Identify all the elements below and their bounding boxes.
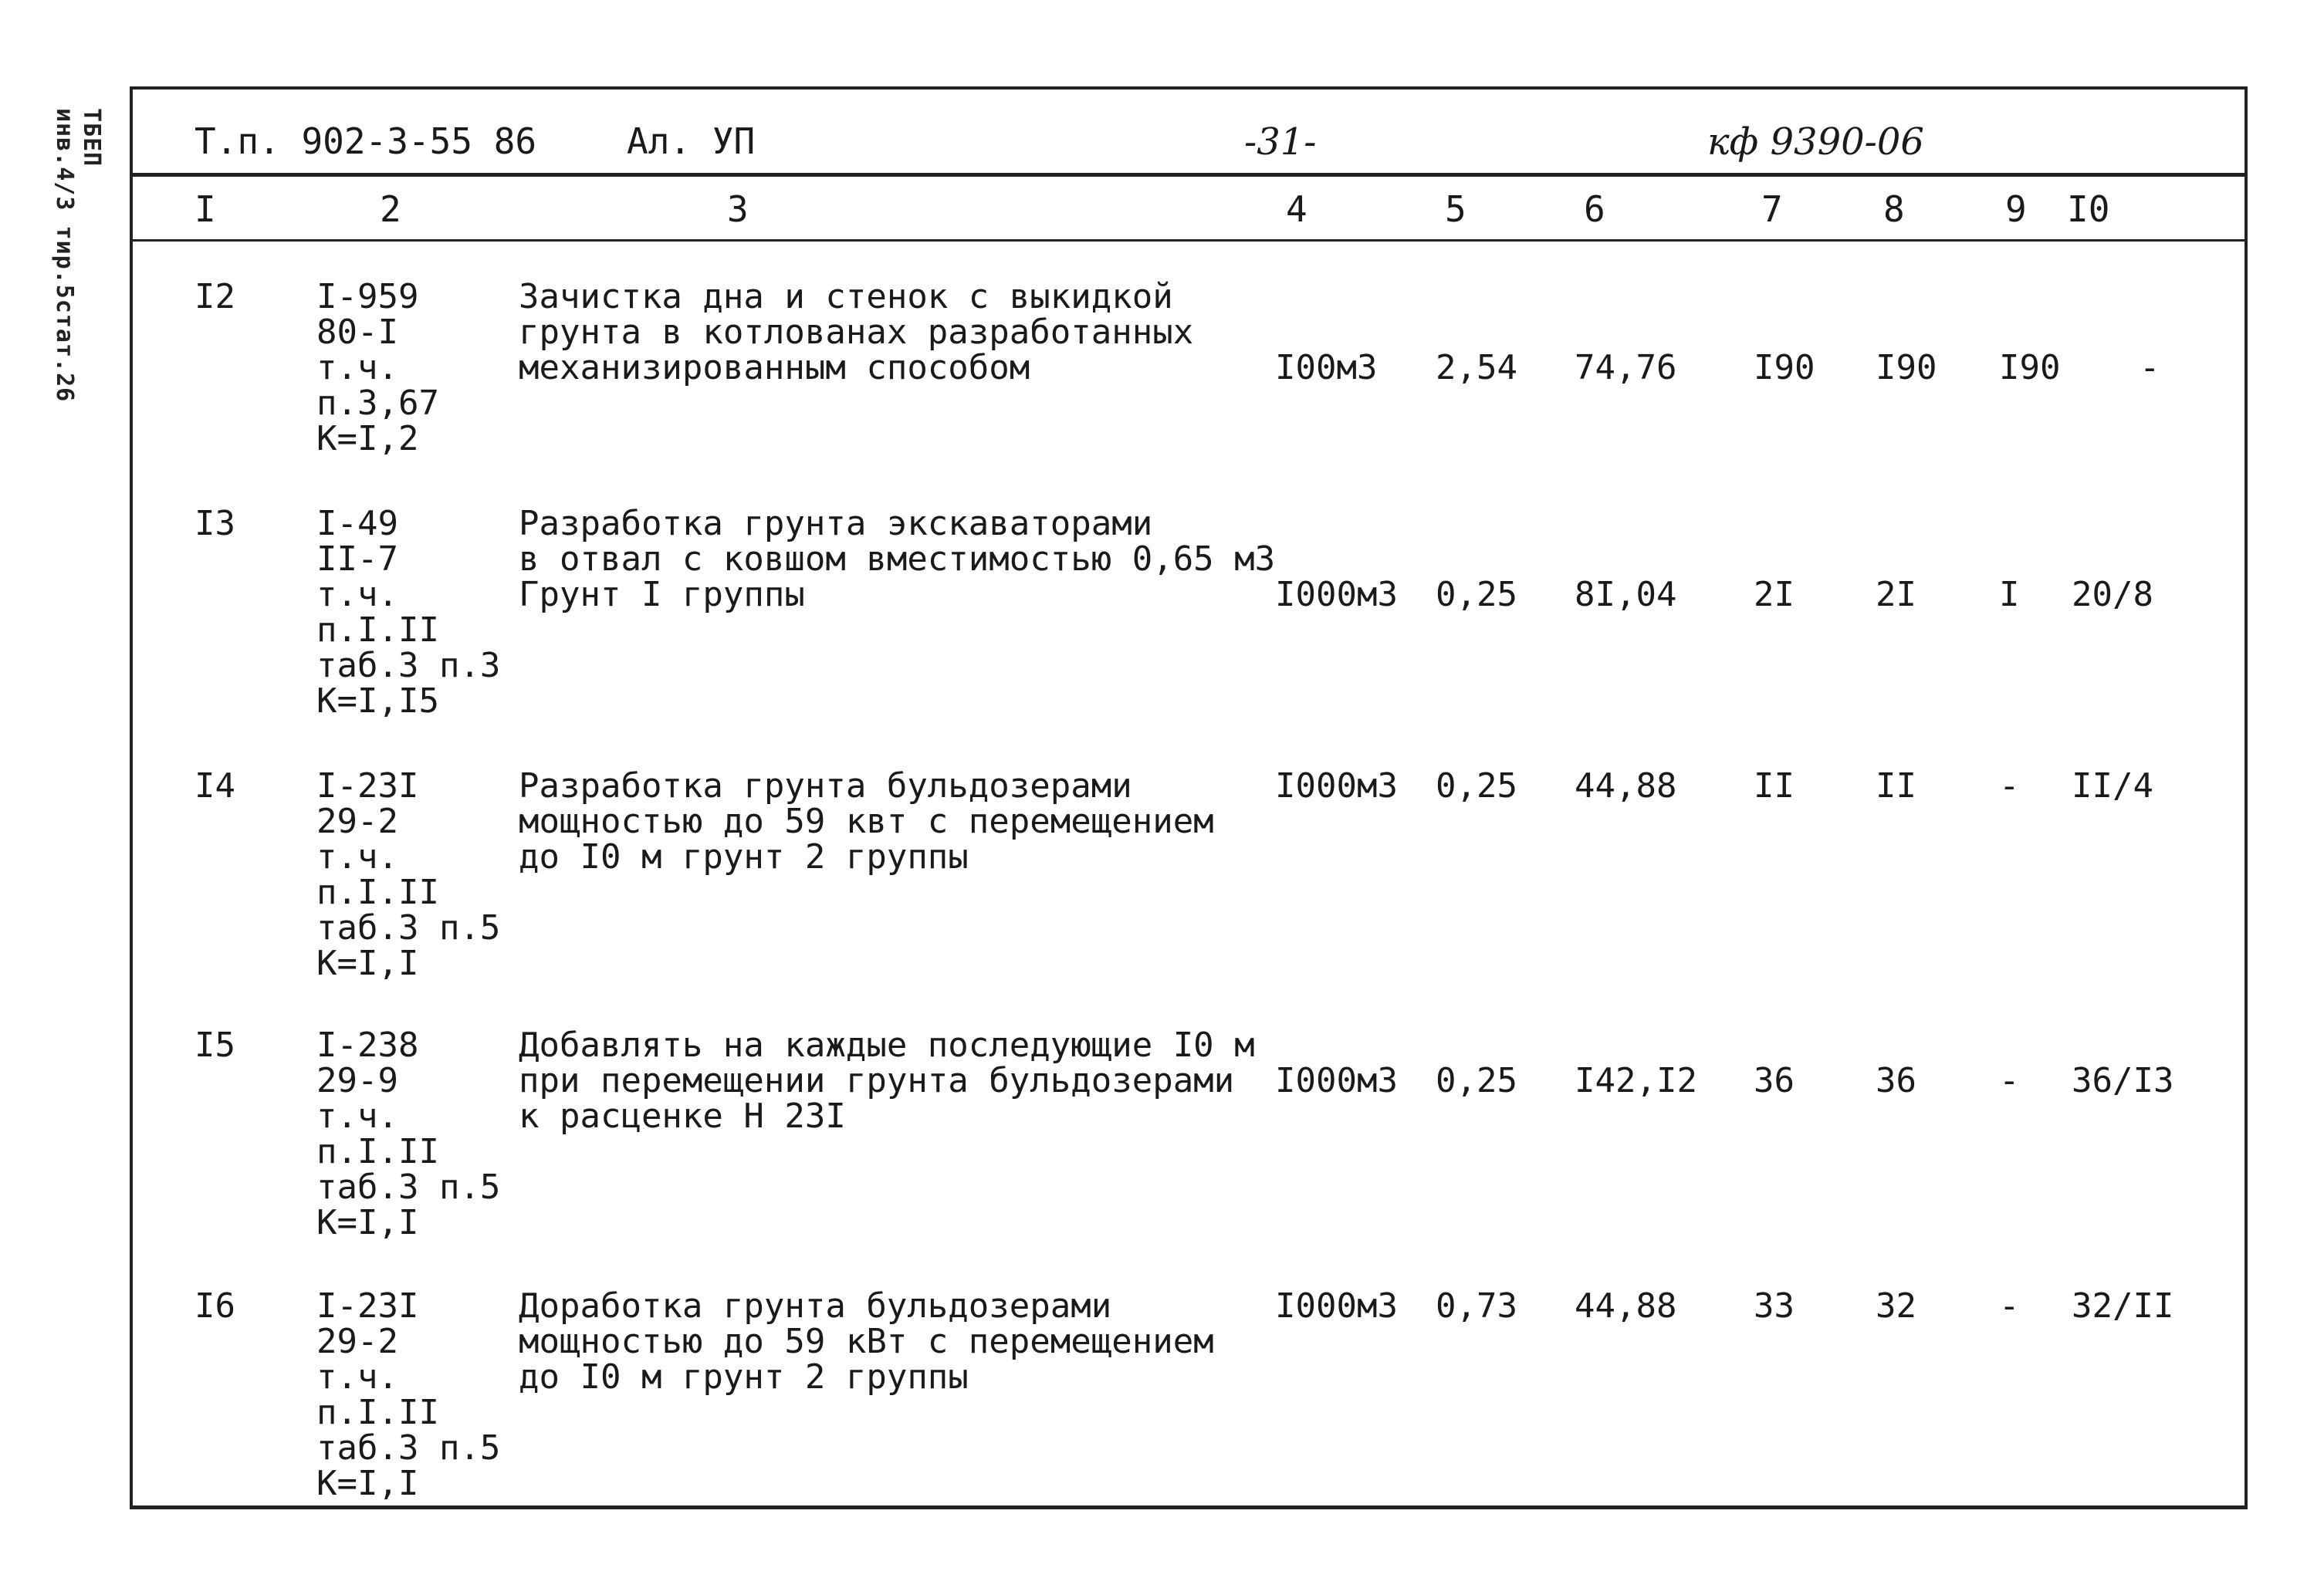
quantity: 0,25 — [1436, 766, 1517, 806]
rate-reference: I-959 80-I т.ч. п.3,67 К=I,2 — [316, 277, 439, 458]
column-7-value: I90 — [1754, 348, 1815, 387]
column-10-value: 36/I3 — [2072, 1061, 2174, 1100]
column-number-5: 5 — [1445, 188, 1466, 230]
column-number-2: 2 — [380, 188, 401, 230]
column-7-value: 2I — [1754, 575, 1795, 614]
row-number: I3 — [195, 504, 235, 543]
column-number-3: 3 — [727, 188, 749, 230]
project-number: Т.п. 902-3-55 86 — [195, 120, 537, 162]
column-9-value: - — [1999, 1286, 2020, 1326]
column-10-value: II/4 — [2072, 766, 2153, 806]
quantity: 0,25 — [1436, 1061, 1517, 1100]
quantity: 0,25 — [1436, 575, 1517, 614]
unit: I000м3 — [1275, 766, 1398, 806]
unit: I00м3 — [1275, 348, 1378, 387]
column-number-6: 6 — [1584, 188, 1605, 230]
quantity: 0,73 — [1436, 1286, 1517, 1326]
column-number-10: I0 — [2067, 188, 2110, 230]
work-description: Добавлять на каждые последующие I0 м при перемещении грунта бульдозерами к расценке Н 23I — [519, 1026, 1255, 1136]
rate-reference: I-49 II-7 т.ч. п.I.II таб.3 п.3 К=I,I5 — [316, 504, 501, 721]
unit: I000м3 — [1275, 1286, 1398, 1326]
column-8-value: 32 — [1876, 1286, 1916, 1326]
rate-reference: I-23I 29-2 т.ч. п.I.II таб.3 п.5 К=I,I — [316, 1286, 501, 1503]
column-header-divider — [133, 239, 2245, 242]
column-number-1: I — [195, 188, 216, 230]
column-8-value: II — [1876, 766, 1916, 806]
unit: I000м3 — [1275, 1061, 1398, 1100]
row-number: I4 — [195, 766, 235, 806]
column-9-value: I — [1999, 575, 2020, 614]
column-8-value: 2I — [1876, 575, 1916, 614]
unit-price: 74,76 — [1575, 348, 1677, 387]
document-frame — [130, 86, 2248, 1509]
quantity: 2,54 — [1436, 348, 1517, 387]
row-number: I5 — [195, 1026, 235, 1065]
row-number: I2 — [195, 277, 235, 316]
work-description: Разработка грунта бульдозерами мощностью до 59 квт с перемещением до I0 м грунт 2 группы — [519, 766, 1214, 877]
album-label: Ал. УП — [627, 120, 756, 162]
column-7-value: 36 — [1754, 1061, 1795, 1100]
side-stamp-org: ТБЕП — [78, 108, 105, 167]
column-number-4: 4 — [1286, 188, 1307, 230]
column-9-value: - — [1999, 766, 2020, 806]
unit-price: I42,I2 — [1575, 1061, 1697, 1100]
document-code: кф 9390-06 — [1707, 120, 1924, 164]
side-stamp-inventory: инв.4/3 тир.5стат.26 — [51, 108, 78, 403]
side-stamp — [51, 108, 105, 509]
page-number: -31- — [1244, 120, 1317, 164]
rate-reference: I-23I 29-2 т.ч. п.I.II таб.3 п.5 К=I,I — [316, 766, 501, 983]
column-number-7: 7 — [1761, 188, 1783, 230]
work-description: Зачистка дна и стенок с выкидкой грунта в котлованах разработанных механизированным способом — [519, 277, 1194, 387]
column-number-8: 8 — [1883, 188, 1905, 230]
column-10-value: 32/II — [2072, 1286, 2174, 1326]
column-9-value: I90 — [1999, 348, 2061, 387]
unit: I000м3 — [1275, 575, 1398, 614]
column-10-value: 20/8 — [2072, 575, 2153, 614]
column-number-9: 9 — [2005, 188, 2027, 230]
column-8-value: I90 — [1876, 348, 1937, 387]
work-description: Доработка грунта бульдозерами мощностью до 59 кВт с перемещением до I0 м грунт 2 группы — [519, 1286, 1214, 1397]
unit-price: 44,88 — [1575, 766, 1677, 806]
column-7-value: 33 — [1754, 1286, 1795, 1326]
column-7-value: II — [1754, 766, 1795, 806]
column-9-value: - — [1999, 1061, 2020, 1100]
column-10-value: - — [2140, 348, 2160, 387]
rate-reference: I-238 29-9 т.ч. п.I.II таб.3 п.5 К=I,I — [316, 1026, 501, 1242]
row-number: I6 — [195, 1286, 235, 1326]
unit-price: 8I,04 — [1575, 575, 1677, 614]
unit-price: 44,88 — [1575, 1286, 1677, 1326]
work-description: Разработка грунта экскаваторами в отвал с ковшом вместимостью 0,65 м3 Грунт I группы — [519, 504, 1276, 614]
column-8-value: 36 — [1876, 1061, 1916, 1100]
header-divider — [133, 173, 2245, 177]
